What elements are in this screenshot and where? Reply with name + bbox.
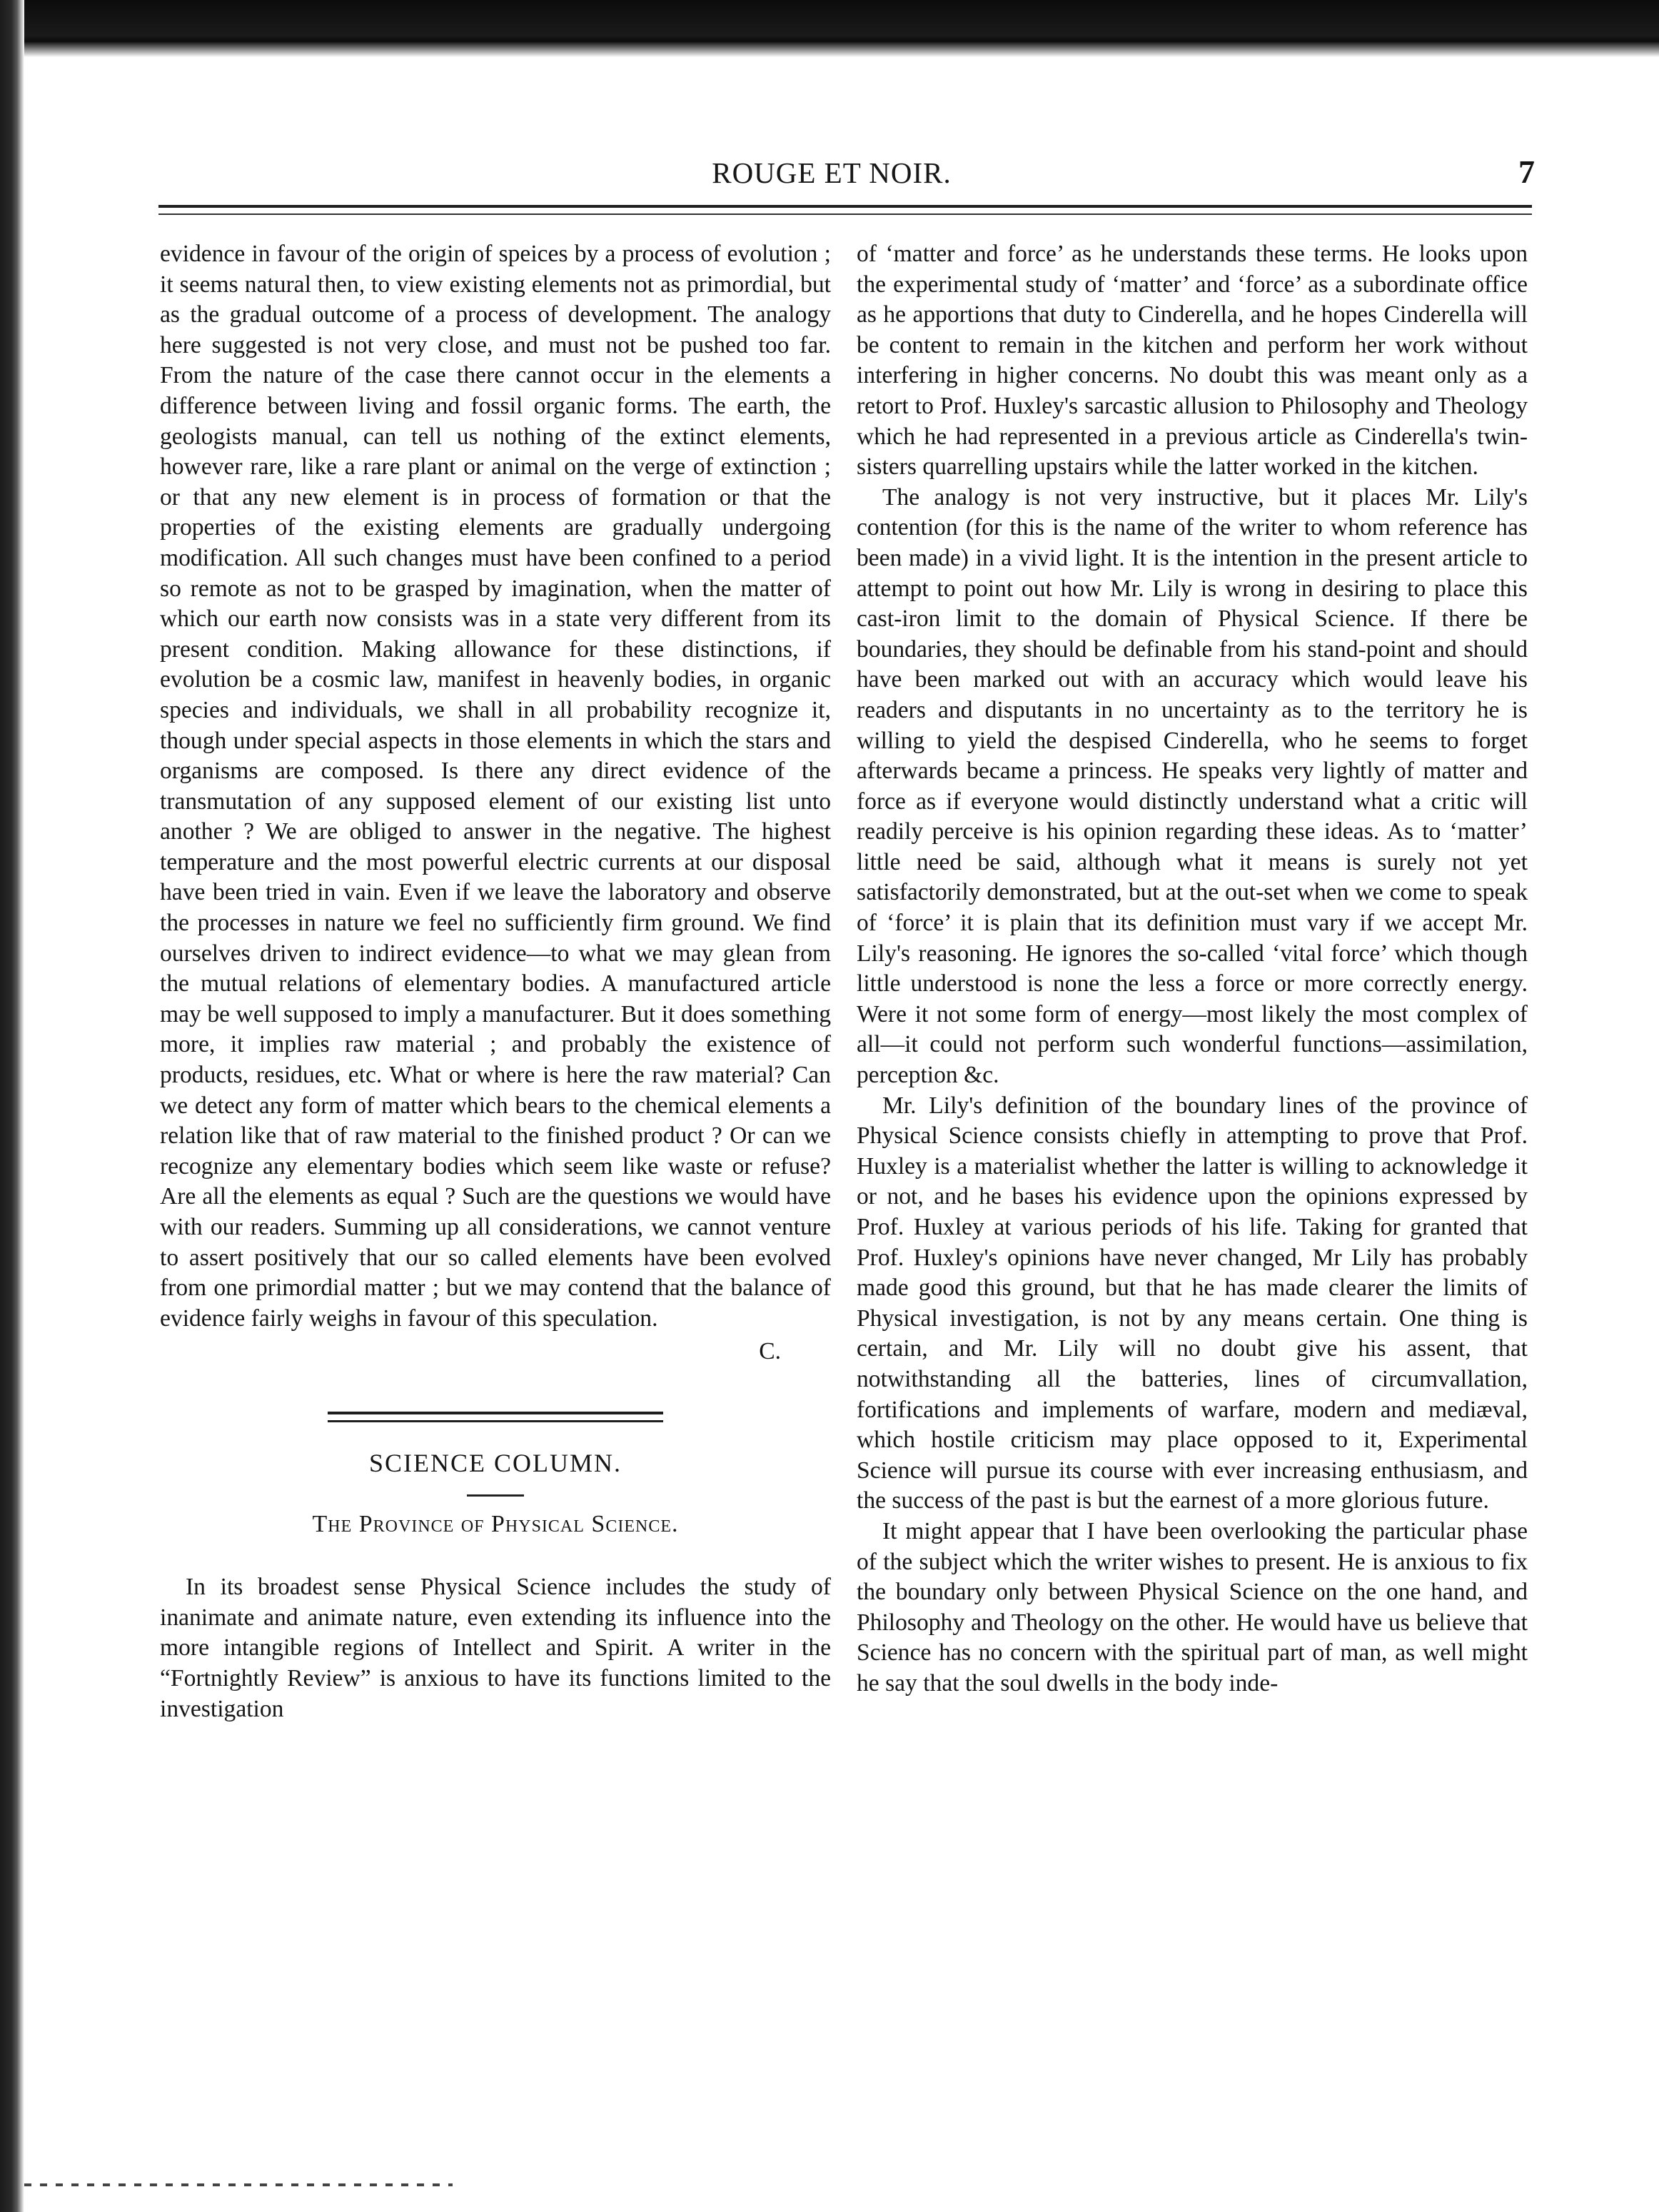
section-title: SCIENCE COLUMN. bbox=[368, 1448, 622, 1477]
article-subtitle: The Province of Physical Science. bbox=[312, 1510, 679, 1537]
section-divider bbox=[328, 1412, 663, 1422]
article-paragraph: The analogy is not very instructive, but it places Mr. Lily's contention (for this is the name of the writer to whom reference has been made) in a vivid light. It is the intention in the present article to attempt to point out how Mr. Lily is wrong in desiring to place this cast-iron limit to the domain of Physical Science. If there be boundaries, they should be definable from his stand-point and should have been marked out with an accuracy which would leave his readers and disputants in no uncertainty as to the territory he is willing to yield the despised Cinderella, who he seems to forget afterwards became a princess. He speaks very lightly of matter and force as if everyone would distinctly understand what a critic will readily perceive is his opinion regarding these ideas. As to ‘matter’ little need be said, although what it means is surely not yet satisfactorily demonstrated, but at the out-set when we come to speak of ‘force’ it is plain that its definition must vary if we accept Mr. Lily's reasoning. He ignores the so-called ‘vital force’ which though little understood is none the less a force or more correctly energy. Were it not some form of energy—most likely the most complex of all—it could not perform such wonderful functions—assimilation, perception &c. bbox=[857, 483, 1528, 1089]
scan-left-edge bbox=[0, 0, 24, 2212]
article-paragraph: In its broadest sense Physical Science includes the study of inanimate and animate nature, even extending its influence into the more intangible regions of Intellect and Spirit. A writer in the “Fortnightly Review” is anxious to have its functions limited to the investigation bbox=[160, 1574, 831, 1722]
header-rule-thick bbox=[158, 205, 1532, 208]
right-column bbox=[857, 239, 1528, 1699]
header-rule-thin bbox=[158, 213, 1532, 215]
article-paragraph: It might appear that I have been overlooking the particular phase of the subject which the writer wishes to present. He is anxious to fix the boundary only between Physical Science on the one hand, and Philosophy and Theology on the other. He would have us believe that Science has no concern with the spiritual part of man, as well might he say that the soul dwells in the body inde- bbox=[857, 1517, 1528, 1696]
scan-top-edge bbox=[0, 0, 1659, 57]
scan-bottom-marks bbox=[24, 2183, 453, 2186]
running-head bbox=[128, 156, 1535, 198]
article-paragraph: evidence in favour of the origin of speices by a process of evolution ; it seems natural then, to view existing elements not as primordial, but as the gradual outcome of a process of development. The analogy here suggested is not very close, and must not be pushed too far. From the nature of the case there cannot occur in the elements a difference between living and fossil organic forms. The earth, the geologists manual, can tell us nothing of the extinct elements, however rare, like a rare plant or animal on the verge of extinction ; or that any new element is in process of formation or that the properties of the existing elements are gradually undergoing modification. All such changes must have been confined to a period so remote as not to be grasped by imagination, when the matter of which our earth now consists was in a state very different from its present condition. Making allowance for these distinctions, if evolution be a cosmic law, manifest in heavenly bodies, in organic species and individuals, we shall in all probability recognize it, though under special aspects in those elements in which the stars and organisms are composed. Is there any direct evidence of the transmutation of any supposed element of our existing list unto another ? We are obliged to answer in the negative. The highest temperature and the most powerful electric currents at our disposal have been tried in vain. Even if we leave the laboratory and observe the processes in nature we feel no sufficiently firm ground. We find ourselves driven to indirect evidence—to what we may glean from the mutual relations of elementary bodies. A manufactured article may be well supposed to imply a manufacturer. But it does something more, it implies raw material ; and probably the existence of products, residues, etc. What or where is here the raw material? Can we detect any form of matter which bears to the chemical elements a relation like that of raw material to the finished product ? Or can we recognize any elementary bodies which seem like waste or refuse? Are all the elements as equal ? Such are the questions we would have with our readers. Summing up all considerations, we cannot venture to assert positively that our so called elements have been evolved from one primordial matter ; but we may contend that the balance of evidence fairly weighs in favour of this speculation. bbox=[160, 241, 831, 1332]
author-signature: C. bbox=[759, 1338, 781, 1365]
title-rule bbox=[467, 1494, 524, 1497]
article-paragraph: of ‘matter and force’ as he understands these terms. He looks upon the experimental study of ‘matter’ and ‘force’ as a subordinate office as he apportions that duty to Cinderella, and he hopes Cinderella will be content to remain in the kitchen and perform her work without interfering in higher concerns. No doubt this was meant only as a retort to Prof. Huxley's sarcastic allusion to Philosophy and Theology which he had represented in a previous article as Cinderella's twin-sisters quarrelling upstairs while the latter worked in the kitchen. bbox=[857, 241, 1528, 481]
article-paragraph: Mr. Lily's definition of the boundary lines of the province of Physical Science consists chiefly in attempting to prove that Prof. Huxley is a materialist whether the latter is willing to acknowledge it or not, and he bases his evidence upon the opinions expressed by Prof. Huxley at various periods of his life. Taking for granted that Prof. Huxley's opinions have never changed, Mr Lily has probably made good this ground, but that he has made clearer the limits of Physical investigation, is not by any means certain. One thing is certain, and Mr. Lily will no doubt give his assent, that notwithstanding all the batteries, lines of circumvallation, fortifications and implements of warfare, modern and mediæval, which hostile criticism may place opposed to it, Experimental Science will pursue its course with ever increasing enthusiasm, and the success of the past is but the earnest of a more glorious future. bbox=[857, 1092, 1528, 1514]
page-number: 7 bbox=[1518, 154, 1535, 190]
journal-title: ROUGE ET NOIR. bbox=[712, 156, 952, 189]
left-column bbox=[160, 239, 831, 1724]
